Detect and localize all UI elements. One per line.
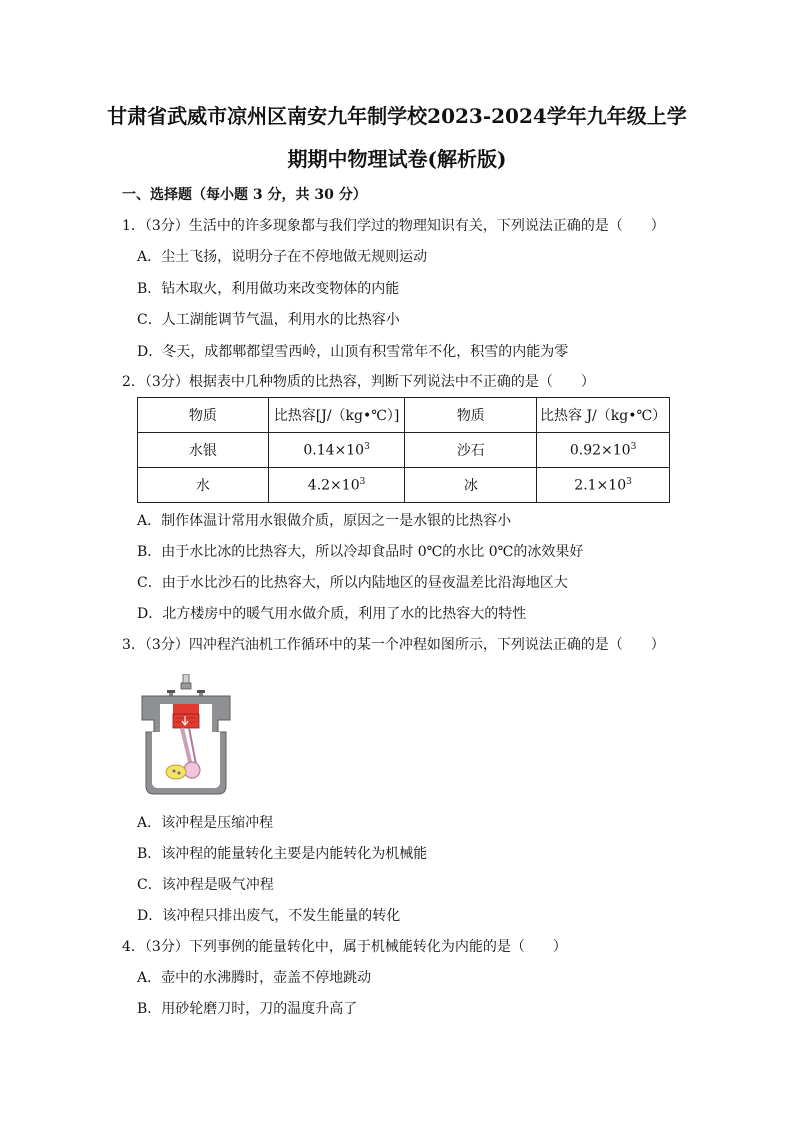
- table-header-cell: 比热容 J/（kg•℃）: [537, 398, 670, 433]
- value-exponent: 3: [626, 476, 632, 487]
- section-heading: 一、选择题（每小题 3 分，共 30 分）: [122, 187, 367, 203]
- question-1-stem: 1．（3分）生活中的许多现象都与我们学过的物理知识有关，下列说法正确的是（ ）: [122, 218, 665, 234]
- table-row: [138, 433, 670, 468]
- value-exponent: 3: [364, 441, 370, 452]
- question-3-option-c: C．该冲程是吸气冲程: [137, 877, 274, 893]
- table-header-cell: 物质: [405, 398, 537, 433]
- question-2-option-a: A．制作体温计常用水银做介质，原因之一是水银的比热容小: [137, 513, 512, 529]
- table-cell-substance: 沙石: [405, 433, 537, 468]
- value-base: 0.92×10: [569, 442, 631, 459]
- document-title-line-2: 期期中物理试卷(解析版): [287, 147, 507, 171]
- table-cell-substance: 冰: [405, 468, 537, 503]
- table-header-row: [138, 398, 670, 433]
- question-3-option-a: A．该冲程是压缩冲程: [137, 815, 274, 831]
- question-2-option-d: D．北方楼房中的暖气用水做介质，利用了水的比热容大的特性: [137, 606, 527, 622]
- value-exponent: 3: [359, 476, 366, 487]
- table-cell-value: [537, 433, 670, 468]
- question-4-option-a: A．壶中的水沸腾时，壶盖不停地跳动: [137, 970, 372, 986]
- table-cell-substance: 水: [138, 468, 269, 503]
- question-4-stem: 4．（3分）下列事例的能量转化中，属于机械能转化为内能的是（ ）: [122, 939, 567, 955]
- question-2-option-b: B．由于水比冰的比热容大，所以冷却食品时 0℃的水比 0℃的冰效果好: [137, 544, 584, 560]
- question-3-stem: 3．（3分）四冲程汽油机工作循环中的某一个冲程如图所示，下列说法正确的是（ ）: [122, 637, 665, 653]
- table-cell-substance: 水银: [138, 433, 269, 468]
- table-header-cell: 比热容[J/（kg•℃）]: [268, 398, 405, 433]
- question-1-option-a: A．尘土飞扬，说明分子在不停地做无规则运动: [137, 249, 428, 265]
- question-1-option-d: D．冬天，成都郫都望雪西岭，山顶有积雪常年不化，积雪的内能为零: [137, 344, 569, 360]
- table-cell-value: [268, 468, 405, 503]
- engine-stroke-diagram: [136, 674, 236, 796]
- specific-heat-table: [137, 397, 670, 503]
- question-2-option-c: C．由于水比沙石的比热容大，所以内陆地区的昼夜温差比沿海地区大: [137, 575, 568, 591]
- table-header-cell: 物质: [138, 398, 269, 433]
- value-base: 2.1×10: [574, 477, 627, 494]
- question-1-option-b: B．钻木取火，利用做功来改变物体的内能: [137, 281, 400, 297]
- question-3-option-d: D．该冲程只排出废气，不发生能量的转化: [137, 908, 401, 924]
- question-2-stem: 2．（3分）根据表中几种物质的比热容，判断下列说法中不正确的是（ ）: [122, 374, 595, 390]
- value-base: 0.14×10: [303, 442, 365, 459]
- value-exponent: 3: [630, 441, 637, 452]
- table-row: [138, 468, 670, 503]
- question-1-option-c: C．人工湖能调节气温，利用水的比热容小: [137, 312, 400, 328]
- value-base: 4.2×10: [307, 477, 360, 494]
- table-cell-value: [268, 433, 405, 468]
- document-title-line-1: 甘肃省武威市凉州区南安九年制学校2023-2024学年九年级上学: [107, 104, 687, 128]
- question-4-option-b: B．用砂轮磨刀时，刀的温度升高了: [137, 1001, 358, 1017]
- table-cell-value: [537, 468, 670, 503]
- question-3-option-b: B．该冲程的能量转化主要是内能转化为机械能: [137, 846, 428, 862]
